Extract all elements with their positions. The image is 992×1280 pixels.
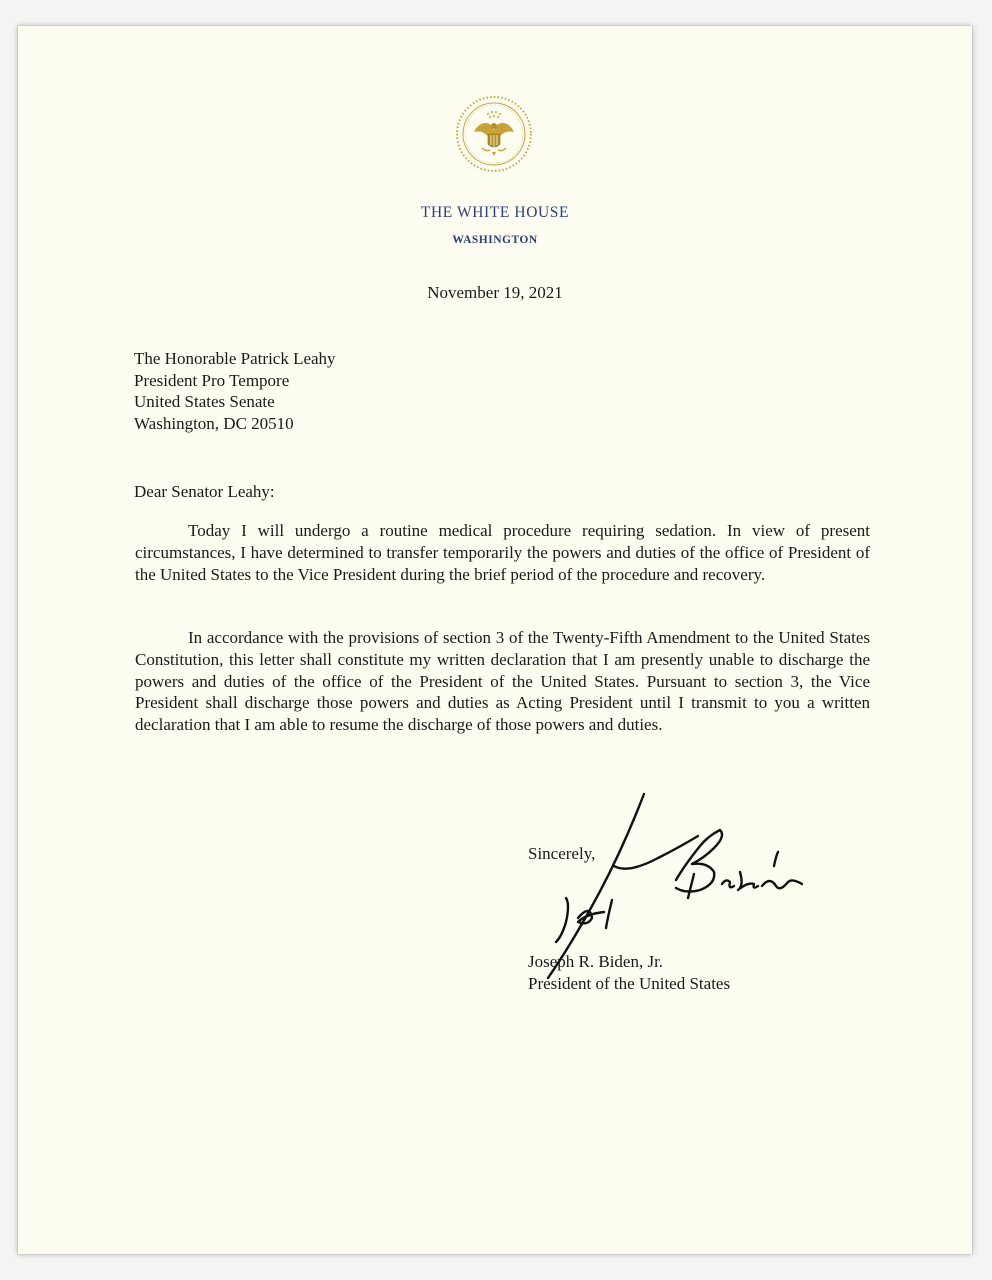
recipient-position: President Pro Tempore [134,370,290,390]
recipient-address [134,348,336,434]
letter-date: November 19, 2021 [427,283,563,302]
recipient-city: Washington, DC 20510 [134,413,294,433]
letterhead-title: THE WHITE HOUSE [420,204,570,221]
closing: Sincerely, [528,844,596,863]
signer-block [528,951,730,995]
recipient-name: The Honorable Patrick Leahy [134,349,336,368]
letter-page [18,26,972,1254]
recipient-organization: United States Senate [134,392,275,411]
signer-name: Joseph R. Biden, Jr. [528,952,664,971]
body-paragraph-1: Today I will undergo a routine medical procedure requiring sedation. In view of present circumstances, I have determined to transfer temporarily the powers and duties of the office of President of the United States to the Vice President during the brief period of the procedure and recovery. [135,521,870,584]
salutation: Dear Senator Leahy: [134,482,275,501]
signer-title: President of the United States [528,974,731,993]
presidential-seal-icon [454,94,534,174]
letterhead-subtitle: WASHINGTON [452,234,538,246]
body-paragraph-2: In accordance with the provisions of section 3 of the Twenty-Fifth Amendment to the United States Constitution, this letter shall constitute my written declaration that I am presently unable to discharge the powers and duties of the office of the President of the United States. Pursuant to section 3, the Vice President shall discharge those powers and duties as Acting President until I transmit to you a written declaration that I am able to resume the discharge of those powers and duties. [135,628,870,735]
